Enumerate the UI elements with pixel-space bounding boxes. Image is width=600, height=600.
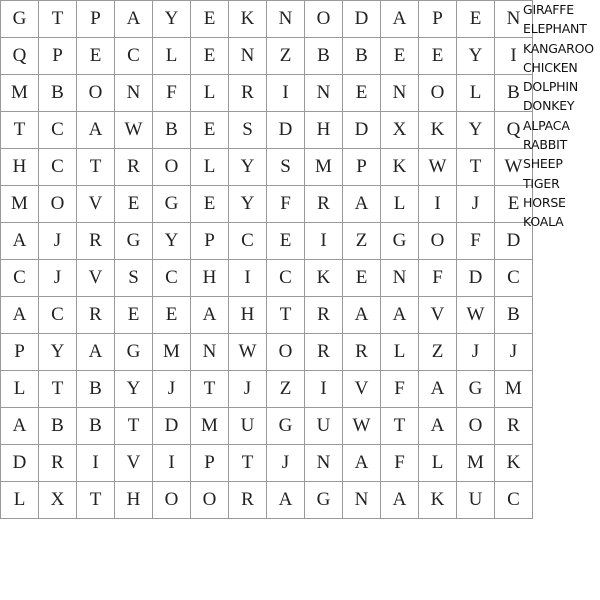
grid-cell[interactable]: N — [229, 38, 267, 75]
grid-cell[interactable]: W — [457, 297, 495, 334]
grid-cell[interactable]: X — [381, 112, 419, 149]
grid-cell[interactable]: D — [457, 260, 495, 297]
grid-cell[interactable]: I — [305, 371, 343, 408]
grid-cell[interactable]: S — [267, 149, 305, 186]
grid-row — [1, 260, 533, 297]
grid-cell[interactable]: E — [153, 297, 191, 334]
grid-cell[interactable]: N — [381, 260, 419, 297]
grid-cell[interactable]: O — [77, 75, 115, 112]
grid-cell[interactable]: D — [1, 445, 39, 482]
grid-cell[interactable]: C — [495, 260, 533, 297]
grid-cell[interactable]: Z — [267, 38, 305, 75]
grid-cell[interactable]: M — [1, 75, 39, 112]
grid-cell[interactable]: D — [267, 112, 305, 149]
grid-cell[interactable]: Y — [229, 149, 267, 186]
grid-cell[interactable]: I — [419, 186, 457, 223]
word-list-item: TIGER — [523, 175, 560, 191]
grid-cell[interactable]: A — [419, 408, 457, 445]
grid-cell[interactable]: A — [419, 371, 457, 408]
grid-row — [1, 445, 533, 482]
grid-cell[interactable]: M — [191, 408, 229, 445]
grid-cell[interactable]: J — [39, 260, 77, 297]
grid-cell[interactable]: Z — [267, 371, 305, 408]
grid-cell[interactable]: R — [229, 75, 267, 112]
grid-cell[interactable]: L — [191, 75, 229, 112]
grid-cell[interactable]: J — [457, 186, 495, 223]
grid-cell[interactable]: G — [457, 371, 495, 408]
grid-cell[interactable]: O — [39, 186, 77, 223]
grid-cell[interactable]: V — [343, 371, 381, 408]
grid-cell[interactable]: X — [39, 482, 77, 519]
grid-row — [1, 408, 533, 445]
grid-cell[interactable]: P — [1, 334, 39, 371]
grid-cell[interactable]: A — [381, 482, 419, 519]
grid-cell[interactable]: V — [419, 297, 457, 334]
grid-cell[interactable]: I — [267, 75, 305, 112]
grid-cell[interactable]: A — [343, 445, 381, 482]
grid-cell[interactable]: C — [495, 482, 533, 519]
grid-cell[interactable]: B — [39, 408, 77, 445]
grid-cell[interactable]: L — [1, 482, 39, 519]
grid-cell[interactable]: R — [77, 297, 115, 334]
grid-cell[interactable]: N — [191, 334, 229, 371]
grid-cell[interactable]: J — [229, 371, 267, 408]
grid-cell[interactable]: E — [343, 75, 381, 112]
grid-cell[interactable]: O — [153, 482, 191, 519]
grid-cell[interactable]: F — [153, 75, 191, 112]
word-list-item: ELEPHANT — [523, 21, 587, 37]
grid-cell[interactable]: V — [77, 186, 115, 223]
grid-cell[interactable]: D — [153, 408, 191, 445]
grid-cell[interactable]: H — [191, 260, 229, 297]
grid-cell[interactable]: T — [115, 408, 153, 445]
grid-cell[interactable]: N — [381, 75, 419, 112]
grid-cell[interactable]: J — [153, 371, 191, 408]
grid-row — [1, 38, 533, 75]
grid-cell[interactable]: P — [191, 445, 229, 482]
grid-cell[interactable]: L — [153, 38, 191, 75]
grid-cell[interactable]: N — [495, 1, 533, 38]
grid-cell[interactable]: B — [305, 38, 343, 75]
grid-cell[interactable]: H — [1, 149, 39, 186]
grid-cell[interactable]: C — [153, 260, 191, 297]
grid-cell[interactable]: R — [115, 149, 153, 186]
grid-cell[interactable]: Z — [419, 334, 457, 371]
grid-cell[interactable]: V — [115, 445, 153, 482]
grid-cell[interactable]: R — [305, 297, 343, 334]
grid-cell[interactable]: R — [77, 223, 115, 260]
grid-cell[interactable]: L — [419, 445, 457, 482]
grid-cell[interactable]: O — [191, 482, 229, 519]
grid-cell[interactable]: C — [229, 223, 267, 260]
grid-cell[interactable]: C — [115, 38, 153, 75]
grid-row — [1, 334, 533, 371]
grid-cell[interactable]: A — [191, 297, 229, 334]
grid-cell[interactable]: W — [419, 149, 457, 186]
grid-row — [1, 149, 533, 186]
grid-cell[interactable]: T — [229, 445, 267, 482]
grid-cell[interactable]: Y — [229, 186, 267, 223]
grid-cell[interactable]: A — [267, 482, 305, 519]
grid-cell[interactable]: Y — [115, 371, 153, 408]
grid-cell[interactable]: Y — [153, 223, 191, 260]
grid-cell[interactable]: A — [343, 297, 381, 334]
grid-cell[interactable]: K — [419, 482, 457, 519]
grid-cell[interactable]: W — [115, 112, 153, 149]
grid-cell[interactable]: E — [495, 186, 533, 223]
grid-cell[interactable]: N — [267, 1, 305, 38]
grid-cell[interactable]: K — [305, 260, 343, 297]
grid-cell[interactable]: B — [343, 38, 381, 75]
grid-cell[interactable]: A — [1, 408, 39, 445]
grid-cell[interactable]: R — [343, 334, 381, 371]
grid-cell[interactable]: O — [419, 75, 457, 112]
word-list-item: ALPACA — [523, 117, 570, 133]
grid-cell[interactable]: L — [457, 75, 495, 112]
grid-cell[interactable]: A — [381, 297, 419, 334]
grid-cell[interactable]: T — [381, 408, 419, 445]
grid-cell[interactable]: R — [305, 334, 343, 371]
grid-cell[interactable]: V — [77, 260, 115, 297]
grid-cell[interactable]: J — [457, 334, 495, 371]
grid-cell[interactable]: E — [191, 112, 229, 149]
word-list-item: CHICKEN — [523, 59, 578, 75]
grid-cell[interactable]: I — [495, 38, 533, 75]
grid-cell[interactable]: R — [39, 445, 77, 482]
grid-cell[interactable]: E — [191, 38, 229, 75]
grid-cell[interactable]: Y — [457, 112, 495, 149]
grid-cell[interactable]: R — [495, 408, 533, 445]
grid-cell[interactable]: J — [495, 334, 533, 371]
grid-cell[interactable]: M — [1, 186, 39, 223]
grid-row — [1, 297, 533, 334]
grid-cell[interactable]: E — [191, 1, 229, 38]
grid-cell[interactable]: A — [381, 1, 419, 38]
grid-cell[interactable]: H — [115, 482, 153, 519]
grid-cell[interactable]: F — [267, 186, 305, 223]
grid-cell[interactable]: B — [77, 408, 115, 445]
grid-cell[interactable]: A — [343, 186, 381, 223]
grid-cell[interactable]: F — [419, 260, 457, 297]
grid-cell[interactable]: O — [419, 223, 457, 260]
grid-cell[interactable]: D — [495, 223, 533, 260]
grid-cell[interactable]: J — [267, 445, 305, 482]
grid-cell[interactable]: F — [457, 223, 495, 260]
grid-cell[interactable]: L — [191, 149, 229, 186]
grid-cell[interactable]: Q — [1, 38, 39, 75]
grid-cell[interactable]: W — [343, 408, 381, 445]
grid-row — [1, 75, 533, 112]
grid-cell[interactable]: M — [457, 445, 495, 482]
grid-cell[interactable]: S — [229, 112, 267, 149]
grid-cell[interactable]: P — [39, 38, 77, 75]
grid-cell[interactable]: A — [77, 112, 115, 149]
grid-cell[interactable]: Y — [39, 334, 77, 371]
grid-cell[interactable]: P — [419, 1, 457, 38]
grid-cell[interactable]: T — [77, 482, 115, 519]
grid-cell[interactable]: N — [115, 75, 153, 112]
grid-cell[interactable]: R — [305, 186, 343, 223]
grid-cell[interactable]: C — [39, 149, 77, 186]
word-list-item: DOLPHIN — [523, 79, 579, 95]
grid-cell[interactable]: C — [39, 297, 77, 334]
grid-cell[interactable]: B — [495, 75, 533, 112]
grid-row — [1, 371, 533, 408]
grid-cell[interactable]: A — [1, 297, 39, 334]
grid-cell[interactable]: G — [305, 482, 343, 519]
grid-cell[interactable]: B — [39, 75, 77, 112]
grid-row — [1, 223, 533, 260]
grid-cell[interactable]: E — [381, 38, 419, 75]
grid-cell[interactable]: A — [1, 223, 39, 260]
grid-row — [1, 482, 533, 519]
grid-cell[interactable]: W — [495, 149, 533, 186]
grid-row — [1, 112, 533, 149]
grid-cell[interactable]: G — [267, 408, 305, 445]
grid-cell[interactable]: S — [115, 260, 153, 297]
grid-cell[interactable]: I — [153, 445, 191, 482]
grid-cell[interactable]: L — [381, 334, 419, 371]
grid-cell[interactable]: O — [153, 149, 191, 186]
grid-cell[interactable]: P — [343, 149, 381, 186]
grid-cell[interactable]: O — [305, 1, 343, 38]
word-list — [523, 0, 600, 232]
grid-cell[interactable]: E — [115, 297, 153, 334]
grid-cell[interactable]: H — [229, 297, 267, 334]
grid-cell[interactable]: E — [457, 1, 495, 38]
grid-cell[interactable]: I — [229, 260, 267, 297]
grid-cell[interactable]: W — [229, 334, 267, 371]
grid-cell[interactable]: D — [343, 112, 381, 149]
grid-cell[interactable]: E — [267, 223, 305, 260]
grid-cell[interactable]: T — [1, 112, 39, 149]
grid-row — [1, 1, 533, 38]
grid-cell[interactable]: T — [39, 1, 77, 38]
grid-cell[interactable]: L — [1, 371, 39, 408]
grid-cell[interactable]: K — [229, 1, 267, 38]
word-list-item: GIRAFFE — [523, 2, 574, 17]
grid-cell[interactable]: D — [343, 1, 381, 38]
grid-cell[interactable]: B — [153, 112, 191, 149]
grid-cell[interactable]: Z — [343, 223, 381, 260]
word-list-item: KOALA — [523, 214, 564, 230]
grid-cell[interactable]: I — [305, 223, 343, 260]
grid-cell[interactable]: E — [191, 186, 229, 223]
grid-cell[interactable]: T — [267, 297, 305, 334]
grid-cell[interactable]: N — [305, 445, 343, 482]
grid-cell[interactable]: T — [39, 371, 77, 408]
grid-cell[interactable]: L — [381, 186, 419, 223]
grid-cell[interactable]: Y — [457, 38, 495, 75]
grid-cell[interactable]: R — [229, 482, 267, 519]
grid-cell[interactable]: M — [153, 334, 191, 371]
grid-cell[interactable]: U — [457, 482, 495, 519]
grid-cell[interactable]: E — [419, 38, 457, 75]
grid-cell[interactable]: Y — [153, 1, 191, 38]
grid-cell[interactable]: O — [267, 334, 305, 371]
grid-cell[interactable]: A — [115, 1, 153, 38]
word-list-item: KANGAROO — [523, 40, 594, 56]
grid-cell[interactable]: F — [381, 445, 419, 482]
grid-cell[interactable]: E — [115, 186, 153, 223]
word-list-item: SHEEP — [523, 156, 563, 172]
word-list-item: HORSE — [523, 194, 566, 210]
grid-cell[interactable]: K — [495, 445, 533, 482]
grid-cell[interactable]: E — [77, 38, 115, 75]
grid-cell[interactable]: N — [305, 75, 343, 112]
grid-cell[interactable]: K — [381, 149, 419, 186]
grid-cell[interactable]: U — [229, 408, 267, 445]
grid-cell[interactable]: T — [77, 149, 115, 186]
grid-cell[interactable]: U — [305, 408, 343, 445]
grid-cell[interactable]: F — [381, 371, 419, 408]
grid-row — [1, 186, 533, 223]
grid-cell[interactable]: B — [495, 297, 533, 334]
grid-cell[interactable]: G — [1, 1, 39, 38]
grid-cell[interactable]: C — [1, 260, 39, 297]
grid-cell[interactable]: P — [191, 223, 229, 260]
grid-cell[interactable]: G — [115, 334, 153, 371]
grid-cell[interactable]: C — [267, 260, 305, 297]
grid-cell[interactable]: J — [39, 223, 77, 260]
grid-cell[interactable]: I — [77, 445, 115, 482]
grid-cell[interactable]: G — [115, 223, 153, 260]
grid-cell[interactable]: C — [39, 112, 77, 149]
grid-cell[interactable]: G — [381, 223, 419, 260]
grid-cell[interactable]: Q — [495, 112, 533, 149]
grid-cell[interactable]: M — [305, 149, 343, 186]
word-list-item: DONKEY — [523, 98, 575, 114]
grid-cell[interactable]: T — [191, 371, 229, 408]
grid-cell[interactable]: O — [457, 408, 495, 445]
grid-cell[interactable]: N — [343, 482, 381, 519]
grid-cell[interactable]: M — [495, 371, 533, 408]
grid-cell[interactable]: G — [153, 186, 191, 223]
grid-cell[interactable]: T — [457, 149, 495, 186]
grid-cell[interactable]: E — [343, 260, 381, 297]
grid-cell[interactable]: A — [77, 334, 115, 371]
word-list-item: RABBIT — [523, 137, 568, 153]
grid-cell[interactable]: P — [77, 1, 115, 38]
grid-cell[interactable]: B — [77, 371, 115, 408]
grid-cell[interactable]: K — [419, 112, 457, 149]
grid-cell[interactable]: H — [305, 112, 343, 149]
